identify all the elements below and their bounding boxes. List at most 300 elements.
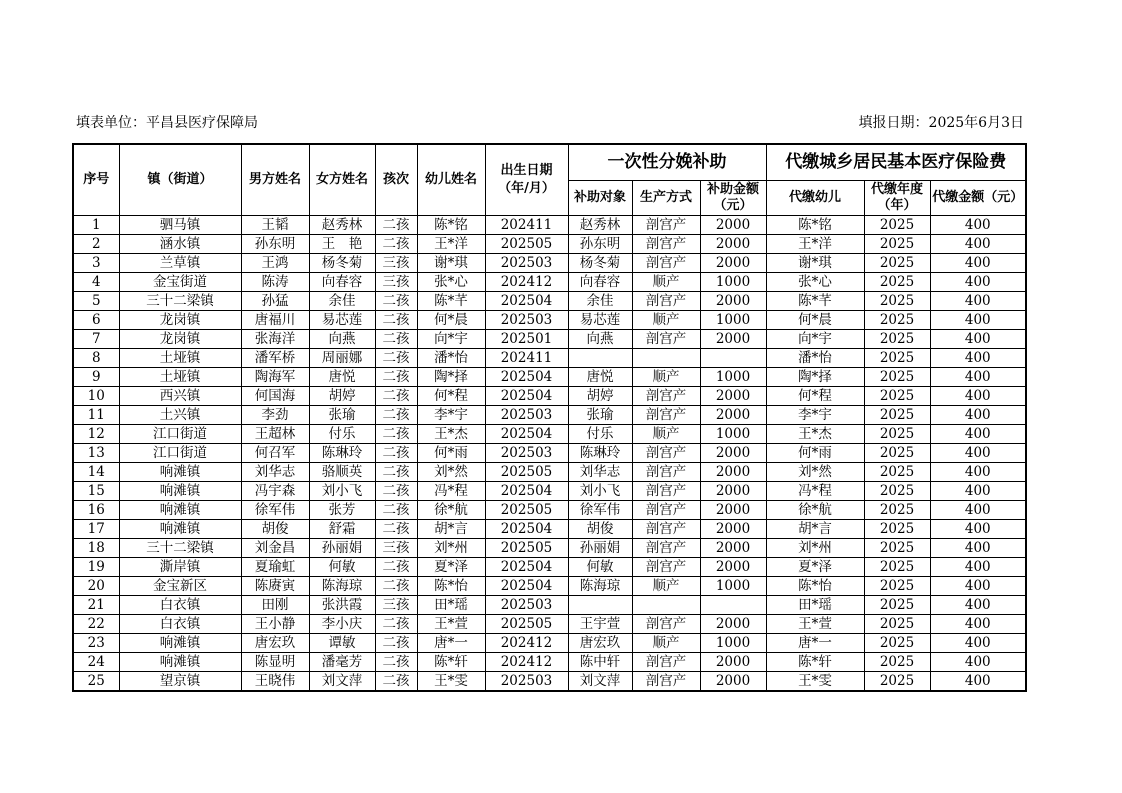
cell-father: 唐宏玖 xyxy=(241,634,309,653)
table-row xyxy=(73,387,1026,406)
cell-insured-child: 陈*铭 xyxy=(766,216,864,235)
cell-child: 陈*芊 xyxy=(417,292,485,311)
cell-child: 陈*轩 xyxy=(417,653,485,672)
cell-father: 徐军伟 xyxy=(241,501,309,520)
cell-delivery: 剖宫产 xyxy=(632,235,700,254)
table-row xyxy=(73,672,1026,692)
cell-insured-child: 刘*然 xyxy=(766,463,864,482)
cell-delivery: 顺产 xyxy=(632,425,700,444)
cell-town: 驷马镇 xyxy=(119,216,241,235)
cell-mother: 杨冬菊 xyxy=(309,254,375,273)
cell-town: 响滩镇 xyxy=(119,520,241,539)
cell-birth: 202503 xyxy=(485,596,568,615)
cell-delivery xyxy=(632,596,700,615)
cell-town: 响滩镇 xyxy=(119,634,241,653)
cell-amount: 1000 xyxy=(700,311,766,330)
cell-order: 二孩 xyxy=(375,406,417,425)
cell-father: 夏瑜虹 xyxy=(241,558,309,577)
cell-mother: 赵秀林 xyxy=(309,216,375,235)
cell-mother: 舒霜 xyxy=(309,520,375,539)
table-row xyxy=(73,558,1026,577)
cell-birth: 202505 xyxy=(485,463,568,482)
cell-delivery: 剖宫产 xyxy=(632,387,700,406)
cell-birth: 202412 xyxy=(485,634,568,653)
cell-seq: 18 xyxy=(73,539,119,558)
cell-town: 兰草镇 xyxy=(119,254,241,273)
cell-insured-child: 冯*程 xyxy=(766,482,864,501)
cell-subsidy-target: 孙丽娟 xyxy=(568,539,632,558)
cell-amount: 2000 xyxy=(700,520,766,539)
col-header-amount: 补助金额（元） xyxy=(700,180,766,216)
cell-amount xyxy=(700,349,766,368)
cell-subsidy-target: 杨冬菊 xyxy=(568,254,632,273)
cell-father: 陈显明 xyxy=(241,653,309,672)
cell-father: 张海洋 xyxy=(241,330,309,349)
cell-subsidy-target: 王宇萱 xyxy=(568,615,632,634)
col-header-seq: 序号 xyxy=(73,144,119,216)
cell-child: 向*宇 xyxy=(417,330,485,349)
table-row xyxy=(73,330,1026,349)
cell-child: 冯*程 xyxy=(417,482,485,501)
cell-town: 龙岗镇 xyxy=(119,330,241,349)
cell-child: 何*程 xyxy=(417,387,485,406)
cell-insured-child: 夏*泽 xyxy=(766,558,864,577)
cell-insured-child: 胡*言 xyxy=(766,520,864,539)
col-header-mother: 女方姓名 xyxy=(309,144,375,216)
cell-insured-child: 潘*怡 xyxy=(766,349,864,368)
cell-insured-child: 陈*怡 xyxy=(766,577,864,596)
cell-insured-child: 陈*芊 xyxy=(766,292,864,311)
cell-town: 白衣镇 xyxy=(119,615,241,634)
cell-pay-amount: 400 xyxy=(930,292,1026,311)
cell-mother: 刘小飞 xyxy=(309,482,375,501)
cell-delivery: 剖宫产 xyxy=(632,406,700,425)
cell-town: 白衣镇 xyxy=(119,596,241,615)
cell-year: 2025 xyxy=(864,406,930,425)
cell-amount: 1000 xyxy=(700,634,766,653)
cell-seq: 24 xyxy=(73,653,119,672)
cell-delivery: 顺产 xyxy=(632,273,700,292)
cell-father: 王晓伟 xyxy=(241,672,309,692)
cell-subsidy-target: 余佳 xyxy=(568,292,632,311)
cell-order: 二孩 xyxy=(375,330,417,349)
cell-mother: 何敏 xyxy=(309,558,375,577)
cell-birth: 202504 xyxy=(485,368,568,387)
cell-birth: 202503 xyxy=(485,311,568,330)
cell-insured-child: 徐*航 xyxy=(766,501,864,520)
cell-father: 孙东明 xyxy=(241,235,309,254)
cell-order: 二孩 xyxy=(375,292,417,311)
cell-pay-amount: 400 xyxy=(930,482,1026,501)
cell-year: 2025 xyxy=(864,653,930,672)
cell-pay-amount: 400 xyxy=(930,254,1026,273)
table-row xyxy=(73,368,1026,387)
cell-mother: 陈海琼 xyxy=(309,577,375,596)
col-header-pay-amount: 代缴金额（元） xyxy=(930,180,1026,216)
cell-child: 王*雯 xyxy=(417,672,485,692)
cell-birth: 202504 xyxy=(485,482,568,501)
cell-father: 王鸿 xyxy=(241,254,309,273)
cell-town: 西兴镇 xyxy=(119,387,241,406)
cell-seq: 17 xyxy=(73,520,119,539)
cell-year: 2025 xyxy=(864,520,930,539)
cell-father: 唐福川 xyxy=(241,311,309,330)
cell-year: 2025 xyxy=(864,672,930,692)
cell-mother: 张芳 xyxy=(309,501,375,520)
col-group-delivery-subsidy: 一次性分娩补助 xyxy=(568,144,766,180)
cell-mother: 付乐 xyxy=(309,425,375,444)
cell-amount: 2000 xyxy=(700,672,766,692)
cell-subsidy-target: 唐悦 xyxy=(568,368,632,387)
cell-town: 金宝新区 xyxy=(119,577,241,596)
cell-seq: 6 xyxy=(73,311,119,330)
cell-town: 响滩镇 xyxy=(119,501,241,520)
cell-insured-child: 刘*州 xyxy=(766,539,864,558)
cell-seq: 21 xyxy=(73,596,119,615)
cell-year: 2025 xyxy=(864,330,930,349)
cell-town: 三十二梁镇 xyxy=(119,292,241,311)
cell-birth: 202504 xyxy=(485,558,568,577)
cell-subsidy-target: 易芯莲 xyxy=(568,311,632,330)
cell-order: 二孩 xyxy=(375,425,417,444)
cell-subsidy-target: 陈海琼 xyxy=(568,577,632,596)
cell-year: 2025 xyxy=(864,311,930,330)
cell-mother: 向春容 xyxy=(309,273,375,292)
cell-town: 响滩镇 xyxy=(119,482,241,501)
cell-seq: 22 xyxy=(73,615,119,634)
cell-child: 刘*州 xyxy=(417,539,485,558)
cell-amount: 2000 xyxy=(700,558,766,577)
cell-delivery: 剖宫产 xyxy=(632,653,700,672)
cell-insured-child: 张*心 xyxy=(766,273,864,292)
cell-insured-child: 王*雯 xyxy=(766,672,864,692)
cell-delivery: 剖宫产 xyxy=(632,520,700,539)
cell-insured-child: 唐*一 xyxy=(766,634,864,653)
cell-seq: 4 xyxy=(73,273,119,292)
table-row xyxy=(73,634,1026,653)
cell-amount: 2000 xyxy=(700,463,766,482)
cell-pay-amount: 400 xyxy=(930,349,1026,368)
cell-town: 响滩镇 xyxy=(119,653,241,672)
cell-birth: 202504 xyxy=(485,387,568,406)
cell-child: 唐*一 xyxy=(417,634,485,653)
cell-subsidy-target: 胡婷 xyxy=(568,387,632,406)
cell-subsidy-target: 何敏 xyxy=(568,558,632,577)
cell-father: 何国海 xyxy=(241,387,309,406)
cell-father: 陈赓寅 xyxy=(241,577,309,596)
cell-pay-amount: 400 xyxy=(930,558,1026,577)
cell-seq: 13 xyxy=(73,444,119,463)
cell-delivery: 剖宫产 xyxy=(632,482,700,501)
cell-father: 王韬 xyxy=(241,216,309,235)
cell-child: 夏*泽 xyxy=(417,558,485,577)
cell-pay-amount: 400 xyxy=(930,387,1026,406)
cell-insured-child: 何*晨 xyxy=(766,311,864,330)
cell-child: 刘*然 xyxy=(417,463,485,482)
table-row xyxy=(73,425,1026,444)
cell-subsidy-target: 刘文萍 xyxy=(568,672,632,692)
cell-seq: 5 xyxy=(73,292,119,311)
cell-amount: 2000 xyxy=(700,292,766,311)
cell-seq: 16 xyxy=(73,501,119,520)
cell-amount: 2000 xyxy=(700,653,766,672)
cell-pay-amount: 400 xyxy=(930,368,1026,387)
cell-order: 二孩 xyxy=(375,235,417,254)
cell-subsidy-target: 胡俊 xyxy=(568,520,632,539)
table-row xyxy=(73,577,1026,596)
cell-pay-amount: 400 xyxy=(930,672,1026,692)
cell-seq: 20 xyxy=(73,577,119,596)
col-header-town: 镇（街道） xyxy=(119,144,241,216)
cell-amount: 2000 xyxy=(700,387,766,406)
cell-subsidy-target: 刘华志 xyxy=(568,463,632,482)
cell-birth: 202504 xyxy=(485,520,568,539)
table-row xyxy=(73,653,1026,672)
cell-subsidy-target: 付乐 xyxy=(568,425,632,444)
cell-amount: 2000 xyxy=(700,254,766,273)
cell-order: 二孩 xyxy=(375,368,417,387)
table-row xyxy=(73,615,1026,634)
cell-delivery: 剖宫产 xyxy=(632,254,700,273)
col-header-child: 幼儿姓名 xyxy=(417,144,485,216)
cell-mother: 向燕 xyxy=(309,330,375,349)
cell-year: 2025 xyxy=(864,463,930,482)
cell-birth: 202411 xyxy=(485,349,568,368)
cell-mother: 陈琳玲 xyxy=(309,444,375,463)
cell-amount xyxy=(700,596,766,615)
cell-father: 刘金昌 xyxy=(241,539,309,558)
cell-pay-amount: 400 xyxy=(930,444,1026,463)
table-row xyxy=(73,254,1026,273)
cell-delivery: 顺产 xyxy=(632,634,700,653)
cell-pay-amount: 400 xyxy=(930,501,1026,520)
cell-amount: 2000 xyxy=(700,216,766,235)
cell-amount: 1000 xyxy=(700,577,766,596)
cell-town: 土垭镇 xyxy=(119,349,241,368)
cell-seq: 3 xyxy=(73,254,119,273)
cell-amount: 2000 xyxy=(700,235,766,254)
table-row xyxy=(73,596,1026,615)
cell-year: 2025 xyxy=(864,387,930,406)
cell-insured-child: 向*宇 xyxy=(766,330,864,349)
cell-seq: 15 xyxy=(73,482,119,501)
cell-seq: 9 xyxy=(73,368,119,387)
cell-pay-amount: 400 xyxy=(930,653,1026,672)
cell-year: 2025 xyxy=(864,577,930,596)
cell-birth: 202505 xyxy=(485,539,568,558)
cell-amount: 1000 xyxy=(700,368,766,387)
cell-order: 二孩 xyxy=(375,520,417,539)
cell-father: 李劲 xyxy=(241,406,309,425)
cell-pay-amount: 400 xyxy=(930,520,1026,539)
cell-insured-child: 陶*择 xyxy=(766,368,864,387)
cell-child: 陶*择 xyxy=(417,368,485,387)
cell-birth: 202503 xyxy=(485,406,568,425)
cell-delivery: 剖宫产 xyxy=(632,558,700,577)
cell-birth: 202503 xyxy=(485,444,568,463)
cell-mother: 张洪霞 xyxy=(309,596,375,615)
cell-amount: 2000 xyxy=(700,330,766,349)
cell-child: 何*晨 xyxy=(417,311,485,330)
cell-birth: 202501 xyxy=(485,330,568,349)
cell-child: 胡*言 xyxy=(417,520,485,539)
cell-mother: 周丽娜 xyxy=(309,349,375,368)
table-row xyxy=(73,311,1026,330)
col-header-year: 代缴年度（年） xyxy=(864,180,930,216)
cell-delivery: 剖宫产 xyxy=(632,539,700,558)
cell-child: 陈*怡 xyxy=(417,577,485,596)
cell-mother: 潘毫芳 xyxy=(309,653,375,672)
subsidy-table xyxy=(72,143,1027,692)
cell-year: 2025 xyxy=(864,273,930,292)
cell-year: 2025 xyxy=(864,558,930,577)
cell-delivery: 顺产 xyxy=(632,577,700,596)
cell-seq: 2 xyxy=(73,235,119,254)
cell-pay-amount: 400 xyxy=(930,577,1026,596)
table-row xyxy=(73,406,1026,425)
cell-town: 土兴镇 xyxy=(119,406,241,425)
table-row xyxy=(73,444,1026,463)
cell-delivery: 剖宫产 xyxy=(632,330,700,349)
table-row xyxy=(73,216,1026,235)
cell-seq: 1 xyxy=(73,216,119,235)
cell-father: 刘华志 xyxy=(241,463,309,482)
cell-year: 2025 xyxy=(864,216,930,235)
cell-birth: 202505 xyxy=(485,615,568,634)
cell-town: 土垭镇 xyxy=(119,368,241,387)
table-row xyxy=(73,349,1026,368)
cell-birth: 202505 xyxy=(485,501,568,520)
cell-delivery: 剖宫产 xyxy=(632,672,700,692)
cell-seq: 14 xyxy=(73,463,119,482)
cell-mother: 孙丽娟 xyxy=(309,539,375,558)
cell-insured-child: 王*洋 xyxy=(766,235,864,254)
cell-order: 二孩 xyxy=(375,463,417,482)
cell-father: 何召军 xyxy=(241,444,309,463)
cell-subsidy-target: 张瑜 xyxy=(568,406,632,425)
cell-child: 王*杰 xyxy=(417,425,485,444)
cell-year: 2025 xyxy=(864,425,930,444)
cell-delivery: 顺产 xyxy=(632,368,700,387)
col-header-delivery: 生产方式 xyxy=(632,180,700,216)
table-row xyxy=(73,520,1026,539)
cell-delivery xyxy=(632,349,700,368)
cell-subsidy-target: 赵秀林 xyxy=(568,216,632,235)
cell-delivery: 顺产 xyxy=(632,311,700,330)
cell-child: 王*萱 xyxy=(417,615,485,634)
cell-order: 二孩 xyxy=(375,349,417,368)
cell-child: 王*洋 xyxy=(417,235,485,254)
cell-father: 潘军桥 xyxy=(241,349,309,368)
cell-pay-amount: 400 xyxy=(930,216,1026,235)
cell-insured-child: 李*宇 xyxy=(766,406,864,425)
cell-father: 陈涛 xyxy=(241,273,309,292)
cell-pay-amount: 400 xyxy=(930,235,1026,254)
cell-child: 潘*怡 xyxy=(417,349,485,368)
cell-birth: 202504 xyxy=(485,425,568,444)
cell-mother: 余佳 xyxy=(309,292,375,311)
cell-pay-amount: 400 xyxy=(930,425,1026,444)
cell-pay-amount: 400 xyxy=(930,539,1026,558)
cell-subsidy-target: 徐军伟 xyxy=(568,501,632,520)
cell-seq: 25 xyxy=(73,672,119,692)
cell-order: 二孩 xyxy=(375,558,417,577)
cell-father: 孙猛 xyxy=(241,292,309,311)
table-row xyxy=(73,463,1026,482)
cell-mother: 易芯莲 xyxy=(309,311,375,330)
cell-insured-child: 王*萱 xyxy=(766,615,864,634)
cell-year: 2025 xyxy=(864,596,930,615)
cell-birth: 202503 xyxy=(485,672,568,692)
cell-year: 2025 xyxy=(864,482,930,501)
cell-amount: 2000 xyxy=(700,501,766,520)
cell-child: 谢*琪 xyxy=(417,254,485,273)
cell-pay-amount: 400 xyxy=(930,615,1026,634)
cell-order: 二孩 xyxy=(375,444,417,463)
table-row xyxy=(73,482,1026,501)
cell-birth: 202504 xyxy=(485,577,568,596)
cell-mother: 刘文萍 xyxy=(309,672,375,692)
cell-town: 响滩镇 xyxy=(119,463,241,482)
cell-father: 田刚 xyxy=(241,596,309,615)
table-body xyxy=(73,216,1026,692)
cell-year: 2025 xyxy=(864,444,930,463)
cell-subsidy-target: 陈中轩 xyxy=(568,653,632,672)
cell-birth: 202411 xyxy=(485,216,568,235)
cell-pay-amount: 400 xyxy=(930,463,1026,482)
cell-year: 2025 xyxy=(864,292,930,311)
cell-subsidy-target: 刘小飞 xyxy=(568,482,632,501)
col-header-insured-child: 代缴幼儿 xyxy=(766,180,864,216)
cell-seq: 11 xyxy=(73,406,119,425)
cell-father: 王超林 xyxy=(241,425,309,444)
cell-subsidy-target xyxy=(568,349,632,368)
cell-delivery: 剖宫产 xyxy=(632,444,700,463)
cell-seq: 7 xyxy=(73,330,119,349)
cell-child: 张*心 xyxy=(417,273,485,292)
cell-delivery: 剖宫产 xyxy=(632,463,700,482)
cell-insured-child: 何*雨 xyxy=(766,444,864,463)
cell-pay-amount: 400 xyxy=(930,330,1026,349)
cell-insured-child: 何*程 xyxy=(766,387,864,406)
cell-birth: 202505 xyxy=(485,235,568,254)
cell-amount: 1000 xyxy=(700,425,766,444)
cell-order: 二孩 xyxy=(375,672,417,692)
cell-father: 陶海军 xyxy=(241,368,309,387)
cell-delivery: 剖宫产 xyxy=(632,615,700,634)
cell-subsidy-target: 陈琳玲 xyxy=(568,444,632,463)
cell-order: 二孩 xyxy=(375,501,417,520)
cell-father: 冯宇森 xyxy=(241,482,309,501)
cell-mother: 骆顺英 xyxy=(309,463,375,482)
col-header-order: 孩次 xyxy=(375,144,417,216)
report-date: 填报日期：2025年6月3日 xyxy=(858,115,1024,131)
cell-order: 二孩 xyxy=(375,653,417,672)
cell-amount: 2000 xyxy=(700,615,766,634)
cell-order: 二孩 xyxy=(375,577,417,596)
cell-town: 江口街道 xyxy=(119,444,241,463)
cell-seq: 23 xyxy=(73,634,119,653)
cell-mother: 张瑜 xyxy=(309,406,375,425)
cell-child: 何*雨 xyxy=(417,444,485,463)
cell-child: 李*宇 xyxy=(417,406,485,425)
cell-amount: 2000 xyxy=(700,482,766,501)
cell-child: 田*瑶 xyxy=(417,596,485,615)
cell-seq: 12 xyxy=(73,425,119,444)
table-row xyxy=(73,235,1026,254)
cell-subsidy-target: 向燕 xyxy=(568,330,632,349)
cell-father: 王小静 xyxy=(241,615,309,634)
